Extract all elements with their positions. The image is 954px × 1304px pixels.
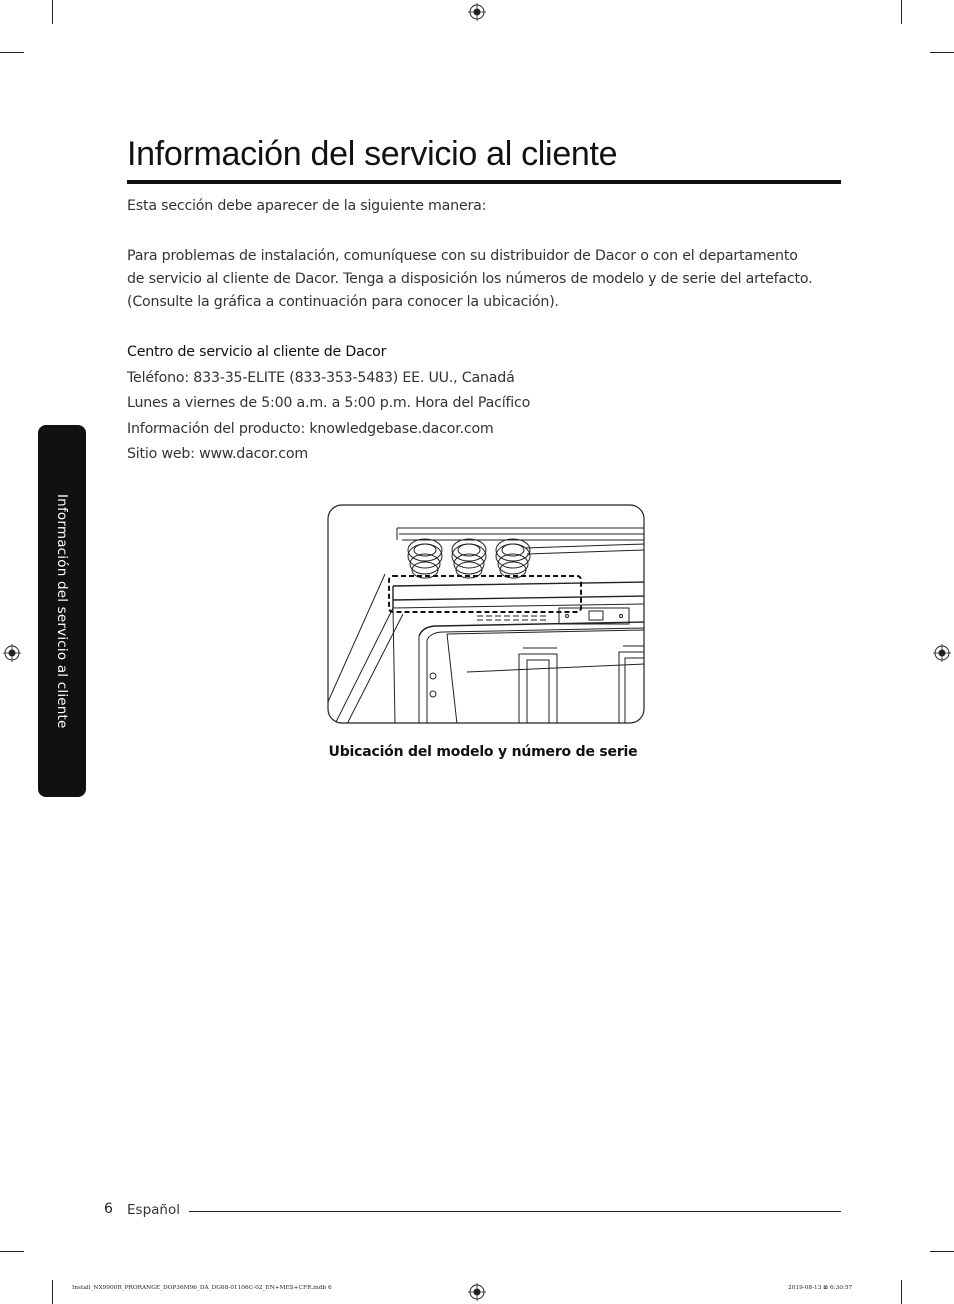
body-line-1: Para problemas de instalación, comuníquese con su distribuidor de Dacor o con el departamento [127, 248, 798, 264]
page-number: 6 [104, 1201, 113, 1217]
crop-mark [52, 1280, 53, 1304]
knob-icon [496, 539, 530, 578]
knob-icon [452, 539, 486, 578]
contact-hours: Lunes a viernes de 5:00 a.m. a 5:00 p.m. Hora del Pacífico [127, 395, 531, 411]
page-title: Información del servicio al cliente [127, 135, 618, 173]
print-slug-file: Install_NX9900R_PRORANGE_DOP36M96_DA_DG68-01106C-02_EN+MES+CFR.indb 6 [72, 1285, 332, 1291]
crop-mark [0, 52, 24, 53]
registration-mark-icon [933, 644, 951, 662]
registration-mark-icon [3, 644, 21, 662]
crop-mark [901, 0, 902, 24]
intro-text: Esta sección debe aparecer de la siguiente manera: [127, 198, 487, 214]
contact-product-info: Información del producto: knowledgebase.dacor.com [127, 421, 494, 437]
crop-mark [901, 1280, 902, 1304]
contact-phone: Teléfono: 833-35-ELITE (833-353-5483) EE. UU., Canadá [127, 370, 515, 386]
figure-caption: Ubicación del modelo y número de serie [328, 744, 638, 760]
body-line-3: (Consulte la gráfica a continuación para conocer la ubicación). [127, 294, 559, 310]
contact-heading: Centro de servicio al cliente de Dacor [127, 344, 387, 360]
crop-mark [52, 0, 53, 24]
print-slug-timestamp: 2019-08-13 ⊠ 6:30:57 [788, 1285, 853, 1291]
side-tab-label: Información del servicio al cliente [54, 493, 70, 729]
oven-serial-location-illustration [327, 504, 645, 724]
contact-website: Sitio web: www.dacor.com [127, 446, 309, 462]
crop-mark [0, 1251, 24, 1252]
footer-language: Español [127, 1202, 180, 1218]
footer-rule [189, 1211, 841, 1212]
title-rule [127, 180, 841, 184]
body-line-2: de servicio al cliente de Dacor. Tenga a disposición los números de modelo y de serie del artefacto. [127, 271, 813, 287]
registration-mark-icon [468, 1283, 486, 1301]
knob-icon [408, 539, 442, 578]
registration-mark-icon [468, 3, 486, 21]
crop-mark [930, 1251, 954, 1252]
crop-mark [930, 52, 954, 53]
